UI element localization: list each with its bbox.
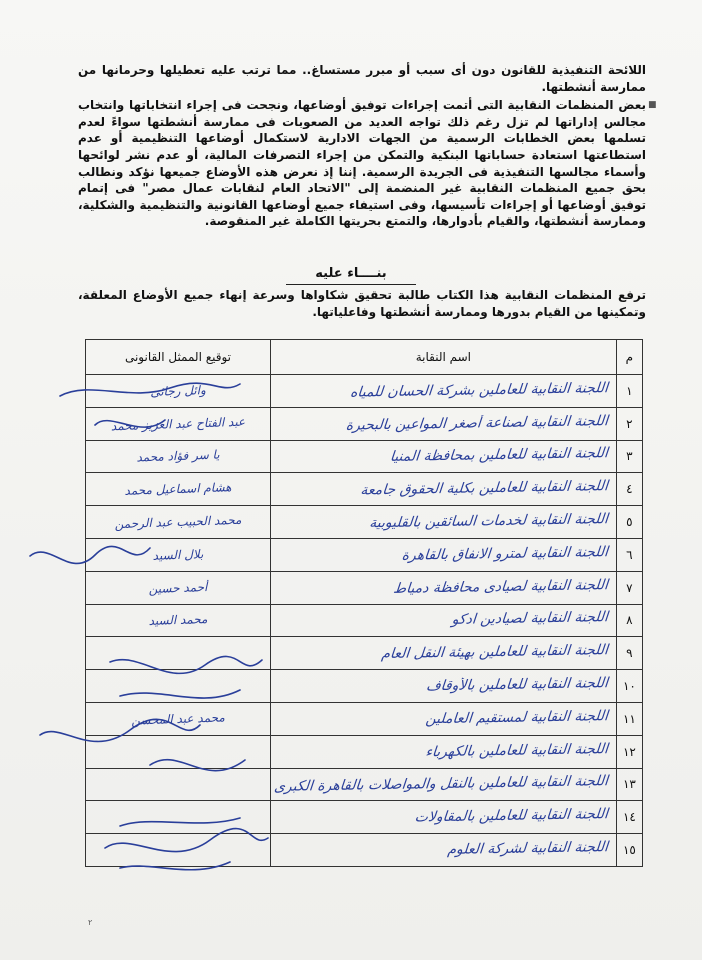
table-body: [86, 375, 643, 867]
row-number: ٨: [616, 604, 642, 637]
table-row: [86, 538, 643, 571]
header-signature: توقيع الممثل القانونى: [86, 340, 271, 375]
row-number: ٦: [616, 538, 642, 571]
signature-cell: [86, 538, 271, 571]
page-number: ٢: [88, 918, 93, 927]
table-row: [86, 375, 643, 408]
signature: عبد الفتاح عبد العزيز محمد: [110, 414, 246, 434]
signature: [86, 847, 270, 853]
table-row: [86, 735, 643, 768]
table-row: [86, 571, 643, 604]
row-number: ١٤: [616, 801, 642, 834]
row-number: ١٥: [616, 834, 642, 867]
table-row: [86, 768, 643, 801]
signature: محمد عبد المحسن: [130, 710, 226, 728]
union-name-cell: [270, 735, 616, 768]
request-paragraph: ترفع المنظمات النقابية هذا الكتاب طالبة تحقيق شكاواها وسرعة إنهاء جميع الأوضاع المعلقة، وتمكينها من القيام بدورها وممارسة أنشطتها وفاعلياتها.: [78, 288, 646, 319]
union-name: اللجنة النقابية للعاملين بشركة الحسان للمياه: [349, 380, 609, 401]
union-name-cell: [270, 637, 616, 670]
signature-cell: [86, 375, 271, 408]
table-row: [86, 801, 643, 834]
row-number: ١٣: [616, 768, 642, 801]
paragraph-1: اللائحة التنفيذية للقانون دون أى سبب أو مبرر مستساغ.. مما ترتب عليه تعطيلها وحرمانها من ممارسة أنشطتها.: [78, 63, 646, 94]
row-number: ١: [616, 375, 642, 408]
union-name-cell: [270, 407, 616, 440]
union-name: اللجنة النقابية للعاملين بالمقاولات: [414, 806, 609, 826]
union-name-cell: [270, 375, 616, 408]
signature: [86, 683, 270, 689]
signature: وائل رجائى: [149, 382, 207, 399]
signature-cell: [86, 670, 271, 703]
row-number: ١٢: [616, 735, 642, 768]
union-name-cell: [270, 440, 616, 473]
row-number: ١١: [616, 702, 642, 735]
union-name: اللجنة النقابية لخدمات السائقين بالقليوبية: [368, 511, 609, 532]
signature-cell: [86, 571, 271, 604]
union-name-cell: [270, 670, 616, 703]
table-row: [86, 702, 643, 735]
header-union-name: اسم النقابة: [270, 340, 616, 375]
body-text: [78, 62, 646, 230]
table-row: [86, 670, 643, 703]
union-name: اللجنة النقابية لمترو الانفاق بالقاهرة: [401, 544, 609, 564]
row-number: ١٠: [616, 670, 642, 703]
union-name: اللجنة النقابية لصيادين ادكو: [451, 609, 609, 629]
table-row: [86, 604, 643, 637]
signature-cell: [86, 702, 271, 735]
table-row: [86, 637, 643, 670]
table-row: [86, 834, 643, 867]
table-row: [86, 506, 643, 539]
row-number: ٥: [616, 506, 642, 539]
union-name: اللجنة النقابية للعاملين بالأوقاف: [425, 675, 609, 695]
union-name: اللجنة النقابية للعاملين بالكهرباء: [424, 740, 609, 760]
union-name-cell: [270, 702, 616, 735]
union-name-cell: [270, 506, 616, 539]
signature-cell: [86, 506, 271, 539]
signature: هشام اسماعيل محمد: [124, 480, 232, 499]
table-header-row: [86, 340, 643, 375]
signature-cell: [86, 735, 271, 768]
table-row: [86, 473, 643, 506]
unions-table: [85, 339, 643, 867]
union-name-cell: [270, 473, 616, 506]
signature: محمد السيد: [148, 612, 208, 629]
signature-cell: [86, 604, 271, 637]
union-name: اللجنة النقابية للعاملين بمحافظة المنيا: [389, 445, 609, 466]
signature: [86, 781, 270, 787]
signature-cell: [86, 407, 271, 440]
union-name-cell: [270, 834, 616, 867]
union-name: اللجنة النقابية للعاملين بهيئة النقل العام: [380, 642, 609, 663]
table-row: [86, 407, 643, 440]
signature: بلال السيد: [152, 546, 204, 563]
signature-cell: [86, 768, 271, 801]
row-number: ٣: [616, 440, 642, 473]
union-name-cell: [270, 801, 616, 834]
union-name-cell: [270, 768, 616, 801]
union-name-cell: [270, 604, 616, 637]
paragraph-2: بعض المنظمات النقابية التى أتمت إجراءات توفيق أوضاعها، ونجحت فى إجراء انتخاباتها وانتخاب مجالس إداراتها لم تزل رغم ذلك تواجه العديد من الصعوبات فى ممارسة أنشطتها سواءً لعدم تسلمها بعض الخطابات الرسمية من الجهات الادارية لاستكمال أوضاعها التنظيمية أو عدم استطاعتها استعادة حساباتها البنكية والتمكن من إجراء التصرفات المالية، أو عدم نشر لوائحها وأسماء مجالسها التنفيذية فى الجريدة الرسمية. إننا إذ نعرض هذه الأوضاع جميعها نؤكد ونطالب بحق جميع المنظمات النقابية غير المنضمة إلى "الاتحاد العام لنقابات عمال مصر" فى إتمام توفيق أوضاعها أو إجراءات تأسيسها، وفى استيفاء جميع أوضاعها القانونية والتنظيمية والشكلية، وممارسة أنشطتها، والقيام بأدوارها، والتمتع بحريتها الكاملة غير المنقوصة.: [78, 98, 646, 229]
union-name: اللجنة النقابية لصناعة أصغر المواعين بالبحيرة: [345, 412, 609, 434]
section-heading: بنــــاء عليه: [0, 266, 702, 285]
table-row: [86, 440, 643, 473]
union-name: اللجنة النقابية لشركة العلوم: [446, 839, 609, 858]
signature: يا سر فؤاد محمد: [136, 448, 220, 465]
signature-cell: [86, 801, 271, 834]
union-name: اللجنة النقابية لصيادى محافظة دمياط: [392, 576, 609, 597]
union-name-cell: [270, 571, 616, 604]
row-number: ٧: [616, 571, 642, 604]
union-name-cell: [270, 538, 616, 571]
header-number: م: [616, 340, 642, 375]
union-name: اللجنة النقابية لمستقيم العاملين: [424, 707, 609, 728]
signature: [86, 748, 270, 754]
signature: محمد الحبيب عبد الرحمن: [114, 512, 242, 532]
row-number: ٢: [616, 407, 642, 440]
signature: [86, 814, 270, 820]
signature-cell: [86, 473, 271, 506]
signature-cell: [86, 440, 271, 473]
union-name: اللجنة النقابية للعاملين بالنقل والمواصلات بالقاهرة الكبرى: [273, 773, 609, 796]
signature: [86, 650, 270, 656]
row-number: ٩: [616, 637, 642, 670]
row-number: ٤: [616, 473, 642, 506]
bullet-marker: ■: [648, 100, 657, 110]
signature-cell: [86, 834, 271, 867]
signature: أحمد حسين: [148, 579, 208, 596]
union-name: اللجنة النقابية للعاملين بكلية الحقوق جامعة: [359, 478, 609, 499]
signature-cell: [86, 637, 271, 670]
